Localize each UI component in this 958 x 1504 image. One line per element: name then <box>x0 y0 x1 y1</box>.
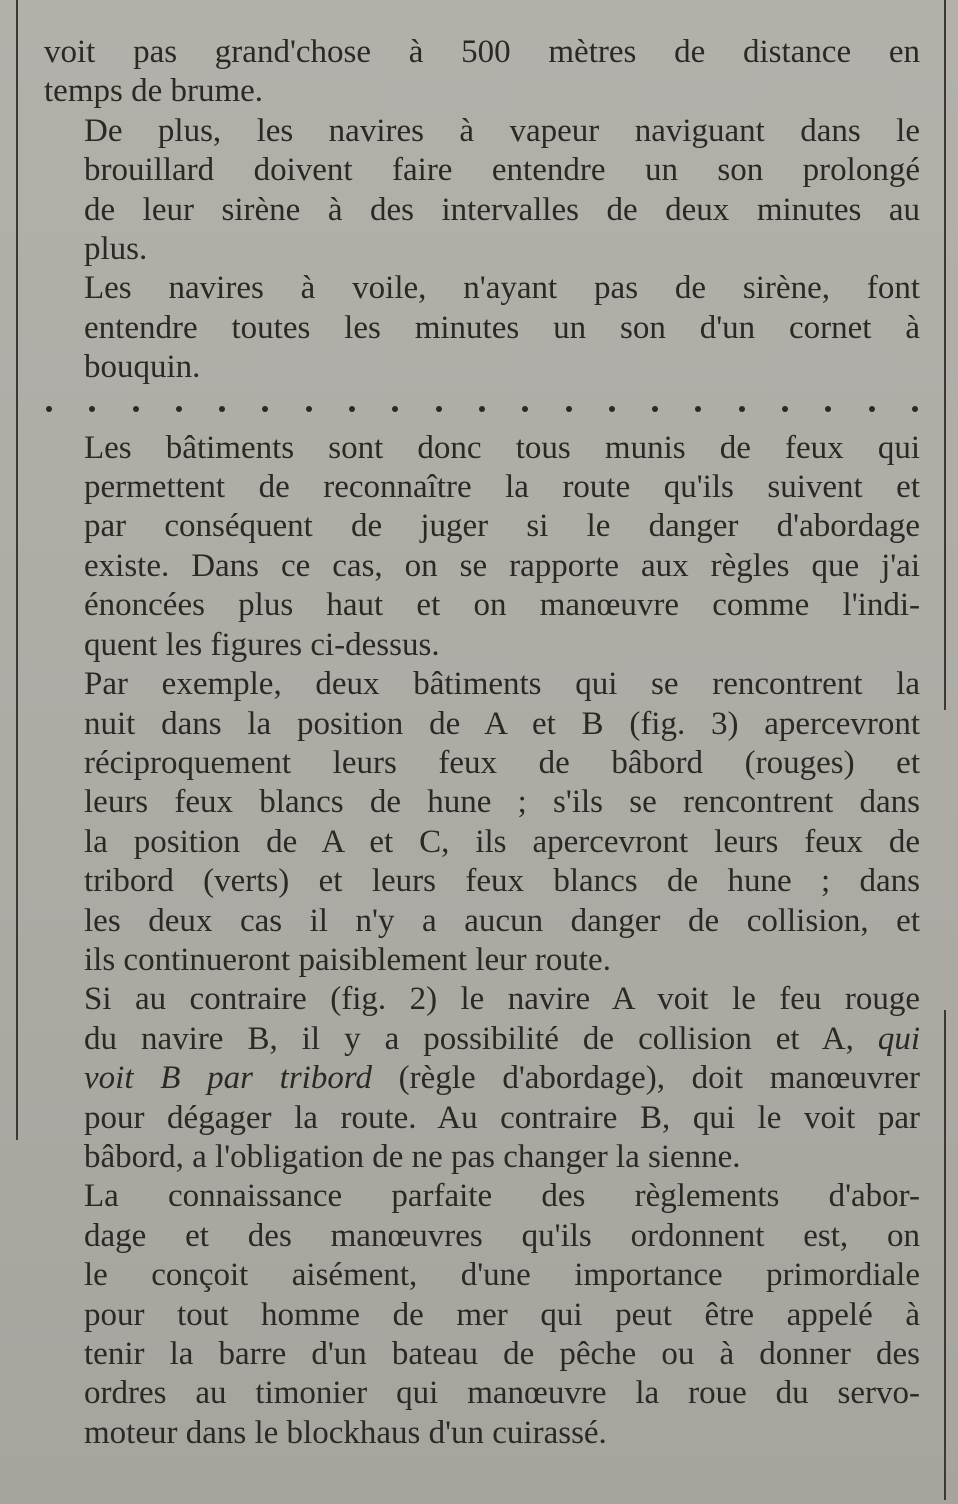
paragraph-steam-sirens <box>44 112 920 270</box>
text-run: Les navires à voile, n'ayant pas de sirène, font <box>84 270 920 307</box>
text-line <box>44 1217 920 1256</box>
text-line <box>44 1099 920 1138</box>
text-run: (règle d'abordage), doit manœuvrer <box>371 1060 921 1097</box>
paragraph-navigation-lights <box>44 429 920 665</box>
text-run: bouquin. <box>84 349 201 386</box>
paragraph-importance-of-rules <box>44 1177 920 1453</box>
text-run: Si au contraire (fig. 2) le navire A voit le feu rouge <box>84 981 920 1018</box>
separator-dot <box>133 406 139 412</box>
text-line <box>44 862 920 901</box>
separator-dot <box>176 406 182 412</box>
italic-text: voit B par tribord <box>84 1060 372 1097</box>
separator-dot <box>695 406 701 412</box>
text-line <box>44 665 920 704</box>
text-line <box>44 1414 920 1453</box>
text-run: moteur dans le blockhaus d'un cuirassé. <box>84 1414 607 1451</box>
separator-dot <box>479 406 485 412</box>
text-line <box>44 151 920 190</box>
paragraph-sail-horns <box>44 269 920 387</box>
separator-dot <box>566 406 572 412</box>
paragraph-fog-distance <box>44 33 920 112</box>
separator-dot <box>436 406 442 412</box>
text-run: De plus, les navires à vapeur naviguant dans le <box>84 112 920 149</box>
text-run: tenir la barre d'un bateau de pêche ou à donner des <box>84 1336 920 1372</box>
separator-dot <box>825 406 831 412</box>
right-column-rule-bottom <box>944 1010 946 1500</box>
text-line <box>44 1335 920 1374</box>
text-line <box>44 429 920 468</box>
text-line <box>44 191 920 230</box>
left-column-rule <box>16 0 18 1140</box>
text-line <box>44 309 920 348</box>
separator-dot <box>522 406 528 412</box>
text-line <box>44 1177 920 1216</box>
text-run: voit pas grand'chose à 500 mètres de distance en <box>44 34 920 70</box>
text-run: plus. <box>84 231 148 268</box>
text-run: énoncées plus haut et on manœuvre comme l'indi- <box>84 587 920 624</box>
text-line <box>44 1059 920 1098</box>
text-run: Par exemple, deux bâtiments qui se rencontrent la <box>84 666 920 703</box>
text-line <box>44 823 920 862</box>
text-line <box>44 626 920 665</box>
text-run: pour tout homme de mer qui peut être appelé à <box>84 1296 920 1333</box>
separator-dot <box>869 406 875 412</box>
text-run: par conséquent de juger si le danger d'abordage <box>84 508 920 545</box>
separator-dot <box>652 406 658 412</box>
text-run: brouillard doivent faire entendre un son prolongé <box>84 152 920 189</box>
text-line <box>44 902 920 941</box>
ellipsis-separator <box>44 390 920 429</box>
text-line <box>44 705 920 744</box>
text-run: réciproquement leurs feux de bâbord (rouges) et <box>84 744 920 781</box>
paragraph-example-crossing <box>44 665 920 980</box>
separator-dot <box>609 406 615 412</box>
separator-dot <box>349 406 355 412</box>
separator-dot <box>219 406 225 412</box>
text-line <box>44 1020 920 1059</box>
text-run: pour dégager la route. Au contraire B, qui le voit par <box>84 1099 920 1136</box>
text-line <box>44 744 920 783</box>
text-line <box>44 1296 920 1335</box>
text-run: ordres au timonier qui manœuvre la roue du servo- <box>84 1375 920 1412</box>
separator-dot <box>89 406 95 412</box>
page-text <box>44 33 920 1453</box>
text-run: dage et des manœuvres qu'ils ordonnent est, on <box>84 1217 920 1254</box>
text-line <box>44 33 920 72</box>
text-line <box>44 348 920 387</box>
text-line <box>44 72 920 111</box>
text-run: tribord (verts) et leurs feux blancs de hune ; dans <box>84 863 920 900</box>
text-line <box>44 112 920 151</box>
text-line <box>44 468 920 507</box>
separator-dot <box>46 406 52 412</box>
text-line <box>44 1374 920 1413</box>
text-run: temps de brume. <box>44 73 264 110</box>
separator-dot <box>392 406 398 412</box>
separator-dot <box>782 406 788 412</box>
separator-dot <box>306 406 312 412</box>
text-run: le conçoit aisément, d'une importance primordiale <box>84 1257 920 1294</box>
text-run: permettent de reconnaître la route qu'ils suivent et <box>84 469 920 506</box>
italic-text: qui <box>877 1020 920 1057</box>
text-run: les deux cas il n'y a aucun danger de collision, et <box>84 902 920 939</box>
text-run: la position de A et C, ils apercevront leurs feux de <box>84 823 920 860</box>
paragraph-collision-rule <box>44 980 920 1177</box>
text-line <box>44 783 920 822</box>
separator-dot <box>912 406 918 412</box>
text-run: du navire B, il y a possibilité de collision et A, <box>84 1020 878 1057</box>
text-line <box>44 586 920 625</box>
text-line <box>44 269 920 308</box>
text-run: existe. Dans ce cas, on se rapporte aux règles que j'ai <box>84 547 920 584</box>
text-line <box>44 980 920 1019</box>
text-line <box>44 507 920 546</box>
right-column-rule-top <box>944 0 946 710</box>
text-run: ils continueront paisiblement leur route. <box>84 941 611 978</box>
text-run: de leur sirène à des intervalles de deux minutes au <box>84 191 920 228</box>
text-run: leurs feux blancs de hune ; s'ils se rencontrent dans <box>84 784 920 821</box>
text-line <box>44 230 920 269</box>
separator-dot <box>262 406 268 412</box>
separator-dot <box>739 406 745 412</box>
text-line <box>44 1138 920 1177</box>
text-run: bâbord, a l'obligation de ne pas changer la sienne. <box>84 1138 741 1175</box>
text-line <box>44 941 920 980</box>
text-line <box>44 1256 920 1295</box>
text-run: nuit dans la position de A et B (fig. 3) apercevront <box>84 705 920 742</box>
text-run: La connaissance parfaite des règlements d'abor- <box>84 1178 920 1215</box>
text-run: entendre toutes les minutes un son d'un cornet à <box>84 309 920 346</box>
text-line <box>44 547 920 586</box>
text-run: Les bâtiments sont donc tous munis de feux qui <box>84 429 920 466</box>
text-run: quent les figures ci-dessus. <box>84 626 440 663</box>
